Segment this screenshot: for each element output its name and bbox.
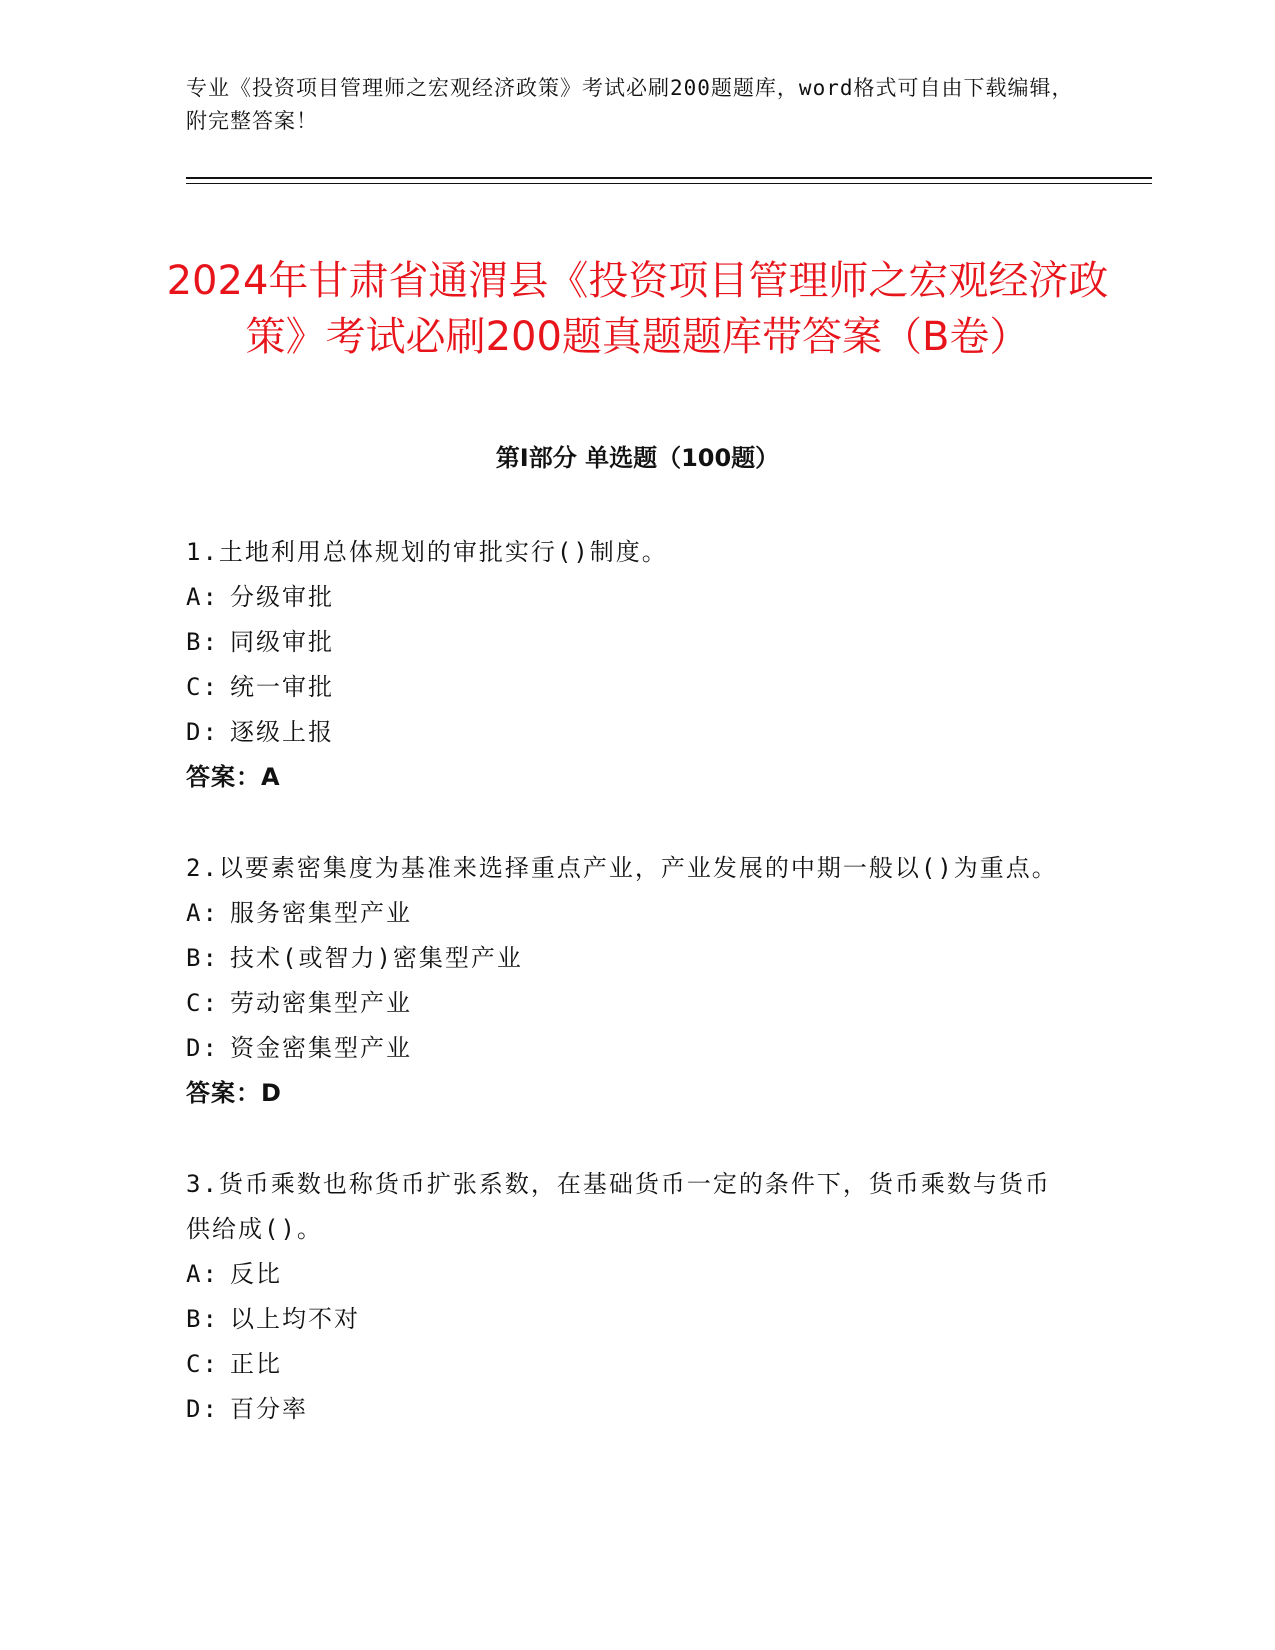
option-a xyxy=(186,891,1066,936)
option-letter: D: xyxy=(186,718,219,746)
option-text: 统一审批 xyxy=(230,673,334,701)
option-b xyxy=(186,1297,1066,1342)
option-text: 百分率 xyxy=(230,1395,308,1423)
option-c xyxy=(186,981,1066,1026)
option-c xyxy=(186,665,1066,710)
option-b xyxy=(186,936,1066,981)
document-title: 2024年甘肃省通渭县《投资项目管理师之宏观经济政策》考试必刷200题真题题库带答案（B卷） xyxy=(166,257,1109,360)
question-2 xyxy=(186,846,1066,1116)
question-list xyxy=(186,530,1066,1478)
option-text: 正比 xyxy=(230,1350,282,1378)
option-a xyxy=(186,1252,1066,1297)
option-letter: B: xyxy=(186,628,219,656)
option-text: 反比 xyxy=(230,1260,282,1288)
option-text: 服务密集型产业 xyxy=(230,899,412,927)
question-1 xyxy=(186,530,1066,800)
header-divider-thin xyxy=(186,183,1152,184)
option-text: 技术(或智力)密集型产业 xyxy=(230,944,523,972)
option-letter: D: xyxy=(186,1395,219,1423)
answer-line: 答案：A xyxy=(186,763,281,791)
question-stem: 3.货币乘数也称货币扩张系数，在基础货币一定的条件下，货币乘数与货币供给成()。 xyxy=(186,1170,1051,1243)
answer-line: 答案：D xyxy=(186,1079,282,1107)
option-d xyxy=(186,1026,1066,1071)
option-text: 逐级上报 xyxy=(230,718,334,746)
option-a xyxy=(186,575,1066,620)
option-text: 资金密集型产业 xyxy=(230,1034,412,1062)
section-heading: 第I部分 单选题（100题） xyxy=(495,444,780,472)
option-letter: D: xyxy=(186,1034,219,1062)
option-c xyxy=(186,1342,1066,1387)
option-letter: A: xyxy=(186,899,219,927)
question-3 xyxy=(186,1162,1066,1432)
question-stem: 1.土地利用总体规划的审批实行()制度。 xyxy=(186,538,668,566)
option-letter: B: xyxy=(186,1305,219,1333)
option-letter: C: xyxy=(186,989,219,1017)
option-text: 劳动密集型产业 xyxy=(230,989,412,1017)
option-text: 以上均不对 xyxy=(230,1305,360,1333)
option-letter: B: xyxy=(186,944,219,972)
header-divider-thick xyxy=(186,177,1152,179)
option-letter: A: xyxy=(186,583,219,611)
option-text: 分级审批 xyxy=(230,583,334,611)
option-letter: C: xyxy=(186,1350,219,1378)
option-b xyxy=(186,620,1066,665)
option-letter: A: xyxy=(186,1260,219,1288)
option-d xyxy=(186,1387,1066,1432)
option-d xyxy=(186,710,1066,755)
header-note: 专业《投资项目管理师之宏观经济政策》考试必刷200题题库，word格式可自由下载编辑，附完整答案！ xyxy=(186,76,1074,133)
question-stem: 2.以要素密集度为基准来选择重点产业，产业发展的中期一般以()为重点。 xyxy=(186,854,1058,882)
option-text: 同级审批 xyxy=(230,628,334,656)
option-letter: C: xyxy=(186,673,219,701)
